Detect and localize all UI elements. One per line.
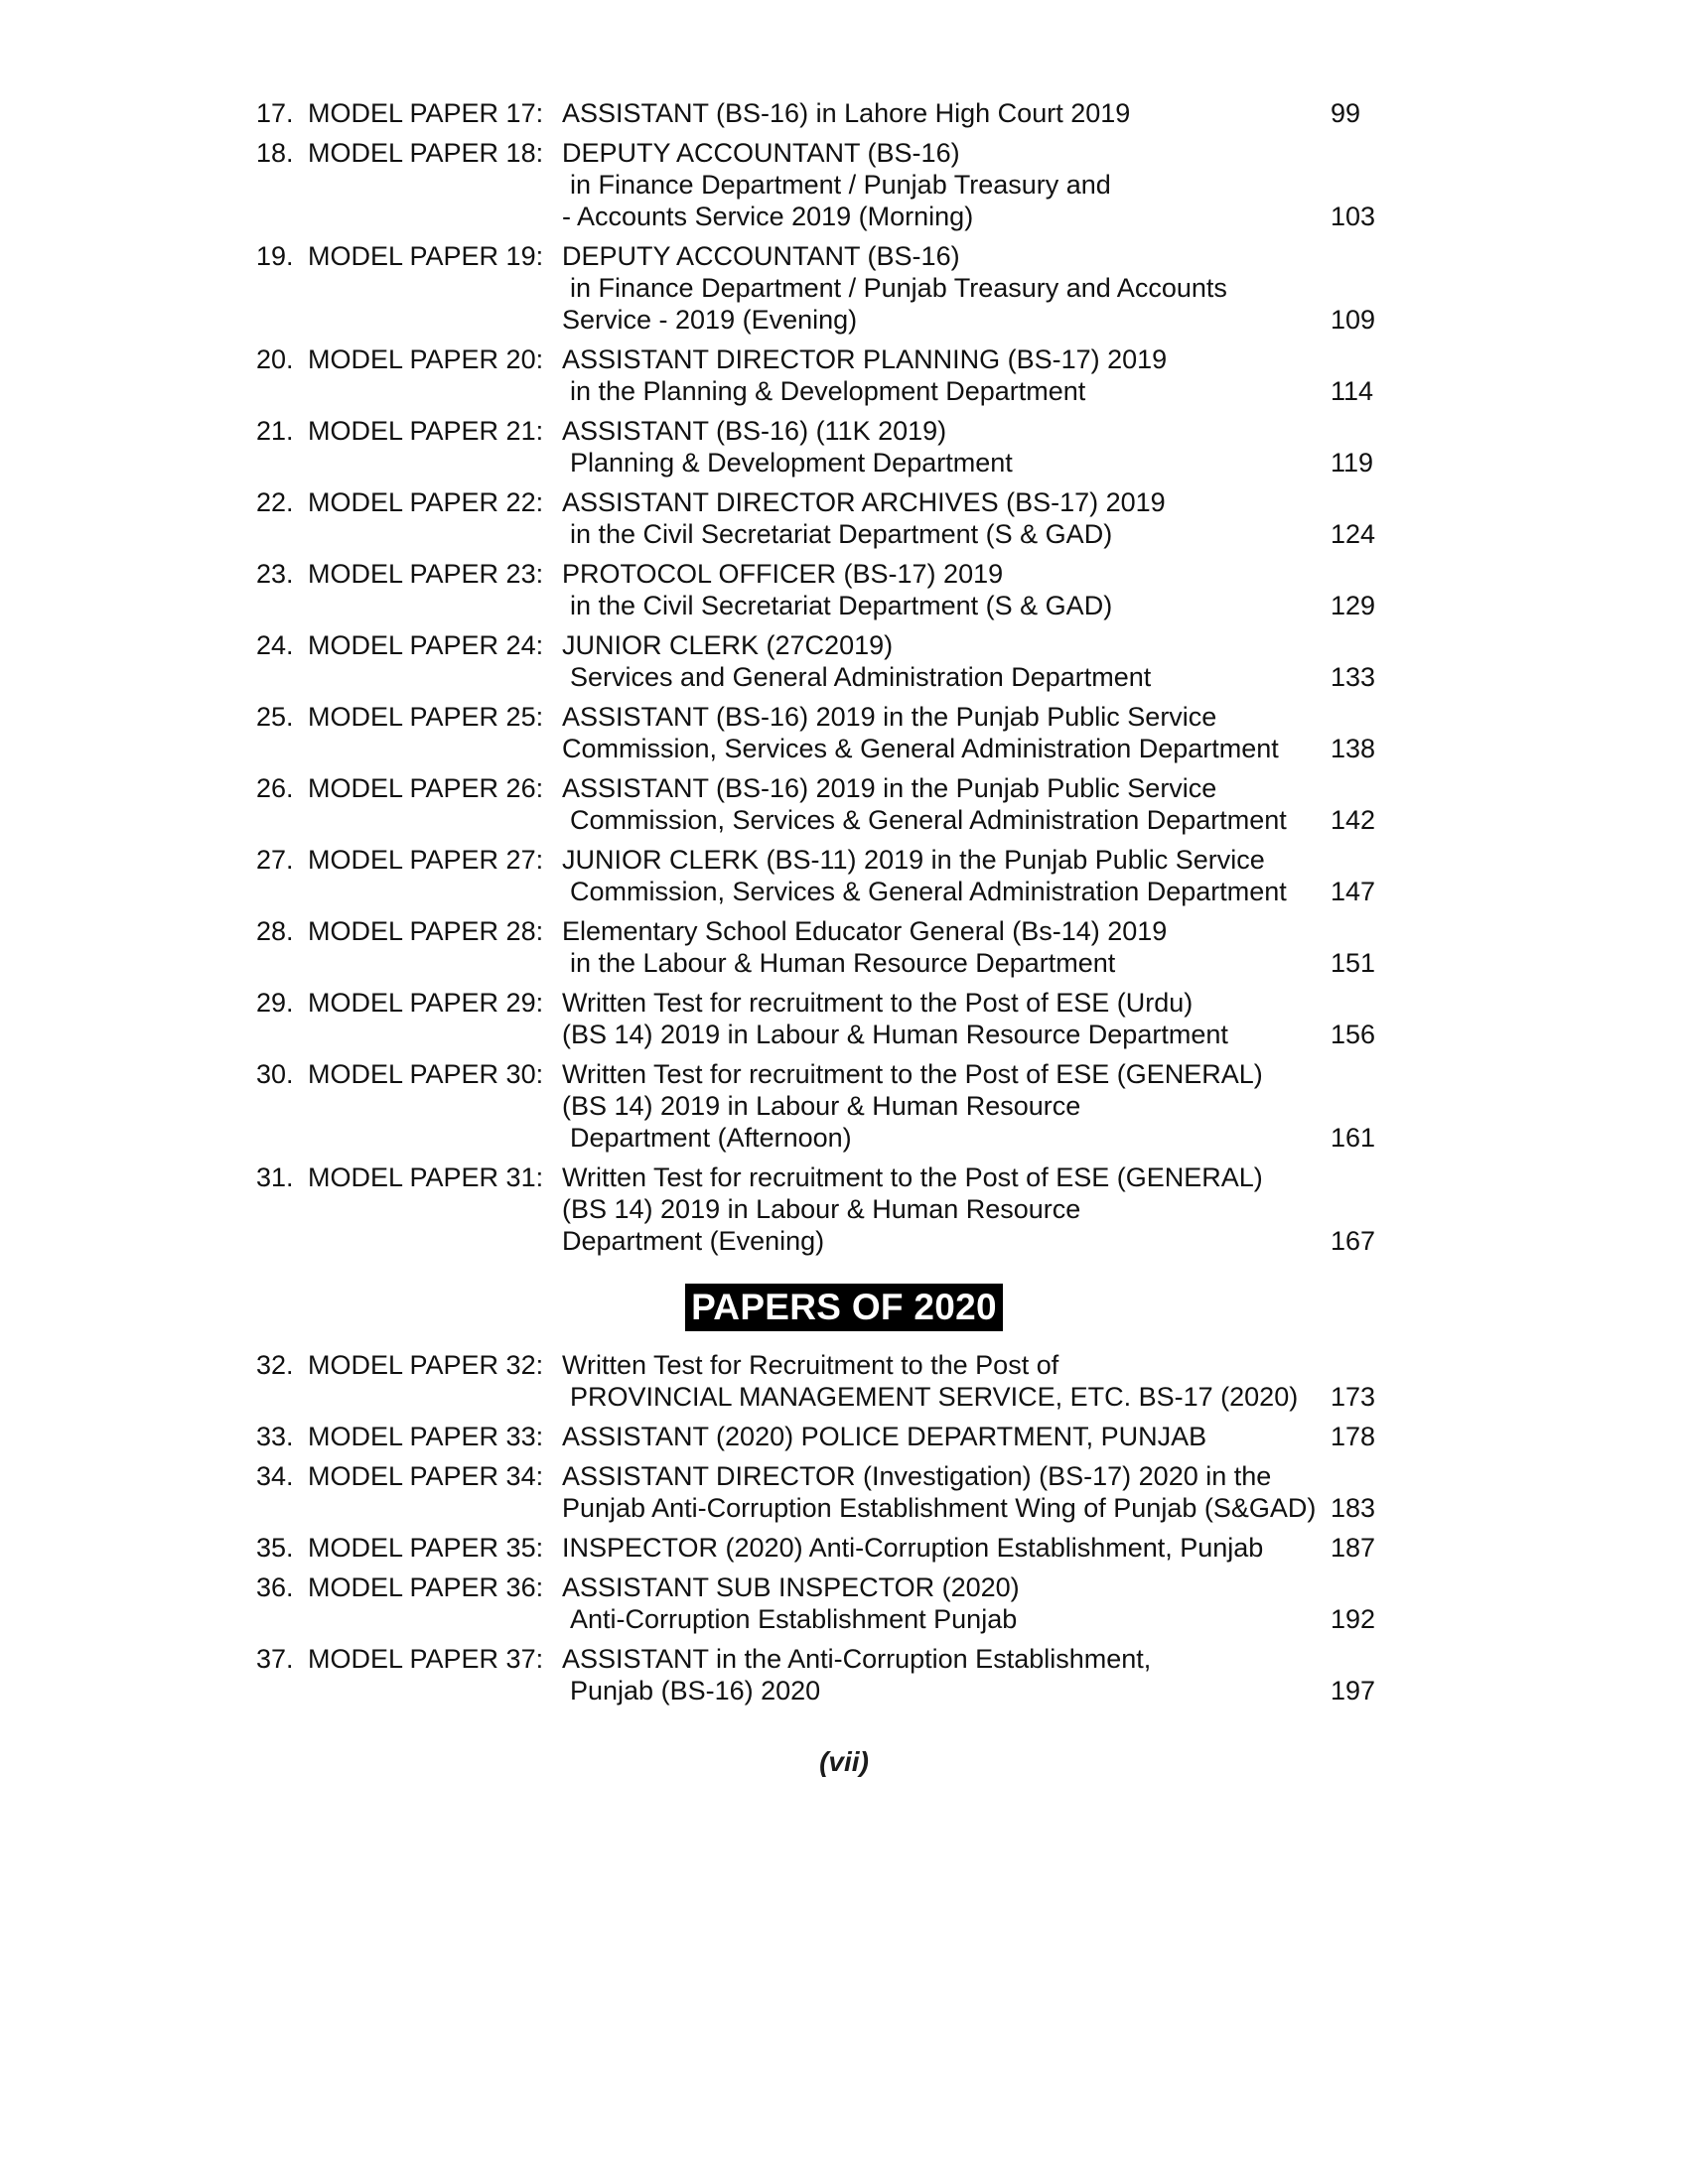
- section-heading: PAPERS OF 2020: [685, 1284, 1003, 1331]
- entry-label: MODEL PAPER 25:: [308, 702, 544, 732]
- entry-page-number: 183: [1331, 1493, 1376, 1523]
- entry-label: MODEL PAPER 29:: [308, 988, 544, 1018]
- entry-description: [562, 1161, 1327, 1257]
- entry-label: MODEL PAPER 27:: [308, 845, 544, 875]
- toc-entry: [256, 1349, 1398, 1413]
- toc-entry: [256, 343, 1398, 407]
- entry-page-number: 197: [1331, 1676, 1376, 1706]
- entry-main: [256, 486, 1327, 550]
- entry-main: [256, 1571, 1327, 1635]
- entry-line: Written Test for recruitment to the Post of ESE (GENERAL): [562, 1162, 1263, 1192]
- entry-label: MODEL PAPER 32:: [308, 1350, 544, 1380]
- entry-line: ASSISTANT (BS-16) 2019 in the Punjab Public Service: [562, 773, 1217, 803]
- entry-number: 22.: [256, 487, 294, 517]
- entry-description: [562, 915, 1327, 979]
- entry-number: 24.: [256, 630, 294, 660]
- entry-line: in the Civil Secretariat Department (S & GAD): [570, 519, 1113, 549]
- toc-entry: [256, 1161, 1398, 1257]
- entry-page-number: 178: [1331, 1422, 1376, 1451]
- entry-number: 26.: [256, 773, 294, 803]
- entry-description: [562, 844, 1327, 907]
- entry-line: ASSISTANT (BS-16) in Lahore High Court 2019: [562, 98, 1131, 128]
- entry-description: [562, 486, 1327, 550]
- entry-line: in the Planning & Development Department: [570, 376, 1086, 406]
- entry-line: Written Test for recruitment to the Post of ESE (GENERAL): [562, 1059, 1263, 1089]
- entry-line: Punjab (BS-16) 2020: [570, 1676, 821, 1706]
- section-heading-wrapper: [0, 1284, 1688, 1331]
- entry-number: 30.: [256, 1059, 294, 1089]
- toc-entry: [256, 415, 1398, 478]
- entry-line: (BS 14) 2019 in Labour & Human Resource Department: [562, 1020, 1228, 1049]
- entry-label: MODEL PAPER 33:: [308, 1422, 544, 1451]
- entry-number: 27.: [256, 845, 294, 875]
- entry-page-number: 129: [1331, 591, 1376, 620]
- entry-label: MODEL PAPER 22:: [308, 487, 544, 517]
- entry-page-number: 119: [1331, 448, 1374, 478]
- entry-main: [256, 1460, 1327, 1524]
- entry-line: (BS 14) 2019 in Labour & Human Resource: [562, 1194, 1081, 1224]
- toc-entry: [256, 486, 1398, 550]
- entry-line: in Finance Department / Punjab Treasury and Accounts: [570, 273, 1227, 303]
- entry-line: ASSISTANT DIRECTOR PLANNING (BS-17) 2019: [562, 344, 1168, 374]
- entry-line: Commission, Services & General Administration Department: [570, 805, 1287, 835]
- entry-description: [562, 1643, 1327, 1706]
- toc-entry: [256, 1058, 1398, 1154]
- entry-label: MODEL PAPER 35:: [308, 1533, 544, 1563]
- entry-page-number: 142: [1331, 805, 1376, 835]
- entry-line: Commission, Services & General Administration Department: [562, 734, 1279, 763]
- entry-label: MODEL PAPER 37:: [308, 1644, 544, 1674]
- entry-page-number: 151: [1331, 948, 1376, 978]
- entry-description: [562, 1058, 1327, 1154]
- entry-line: Planning & Development Department: [570, 448, 1013, 478]
- toc-entry: [256, 1460, 1398, 1524]
- entry-number: 28.: [256, 916, 294, 946]
- entry-label: MODEL PAPER 23:: [308, 559, 544, 589]
- entry-number: 25.: [256, 702, 294, 732]
- toc-section-2020: [256, 1349, 1398, 1714]
- entry-description: [562, 343, 1327, 407]
- entry-main: [256, 137, 1327, 232]
- entry-line: PROVINCIAL MANAGEMENT SERVICE, ETC. BS-17 (2020): [570, 1382, 1299, 1412]
- entry-main: [256, 772, 1327, 836]
- entry-number: 37.: [256, 1644, 294, 1674]
- entry-label: MODEL PAPER 26:: [308, 773, 544, 803]
- page-footer-number: (vii): [819, 1746, 869, 1777]
- entry-page-number: 192: [1331, 1604, 1376, 1634]
- entry-line: PROTOCOL OFFICER (BS-17) 2019: [562, 559, 1004, 589]
- entry-page-number: 138: [1331, 734, 1376, 763]
- entry-line: ASSISTANT in the Anti-Corruption Establishment,: [562, 1644, 1152, 1674]
- entry-description: [562, 240, 1327, 336]
- toc-entry: [256, 558, 1398, 621]
- toc-entry: [256, 1571, 1398, 1635]
- entry-line: in the Civil Secretariat Department (S & GAD): [570, 591, 1113, 620]
- entry-label: MODEL PAPER 36:: [308, 1572, 544, 1602]
- entry-description: [562, 1349, 1327, 1413]
- entry-main: [256, 1643, 1327, 1706]
- entry-main: [256, 844, 1327, 907]
- entry-description: [562, 701, 1327, 764]
- toc-entry: [256, 915, 1398, 979]
- entry-page-number: 124: [1331, 519, 1376, 549]
- entry-page-number: 161: [1331, 1123, 1376, 1153]
- toc-entry: [256, 240, 1398, 336]
- toc-entry: [256, 1643, 1398, 1706]
- entry-line: - Accounts Service 2019 (Morning): [562, 202, 974, 231]
- entry-line: ASSISTANT (BS-16) 2019 in the Punjab Public Service: [562, 702, 1217, 732]
- toc-entry: [256, 701, 1398, 764]
- entry-page-number: 109: [1331, 305, 1376, 335]
- entry-line: ASSISTANT DIRECTOR ARCHIVES (BS-17) 2019: [562, 487, 1166, 517]
- toc-entry: [256, 97, 1398, 129]
- toc-section-2019: [256, 97, 1398, 1265]
- entry-line: JUNIOR CLERK (BS-11) 2019 in the Punjab Public Service: [562, 845, 1265, 875]
- entry-line: Service - 2019 (Evening): [562, 305, 858, 335]
- entry-number: 35.: [256, 1533, 294, 1563]
- entry-main: [256, 240, 1327, 336]
- entry-number: 18.: [256, 138, 294, 168]
- entry-line: ASSISTANT SUB INSPECTOR (2020): [562, 1572, 1020, 1602]
- entry-number: 34.: [256, 1461, 294, 1491]
- entry-number: 17.: [256, 98, 294, 128]
- toc-entry: [256, 844, 1398, 907]
- entry-main: [256, 1058, 1327, 1154]
- entry-number: 19.: [256, 241, 294, 271]
- entry-main: [256, 701, 1327, 764]
- entry-main: [256, 558, 1327, 621]
- entry-number: 33.: [256, 1422, 294, 1451]
- entry-label: MODEL PAPER 28:: [308, 916, 544, 946]
- entry-line: Punjab Anti-Corruption Establishment Wing of Punjab (S&GAD): [562, 1493, 1317, 1523]
- entry-description: [562, 415, 1327, 478]
- entry-description: [562, 97, 1327, 129]
- entry-main: [256, 987, 1327, 1050]
- entry-description: [562, 629, 1327, 693]
- entry-page-number: 167: [1331, 1226, 1376, 1256]
- entry-main: [256, 915, 1327, 979]
- entry-line: Elementary School Educator General (Bs-14) 2019: [562, 916, 1168, 946]
- entry-label: MODEL PAPER 17:: [308, 98, 544, 128]
- entry-main: [256, 343, 1327, 407]
- entry-line: ASSISTANT (BS-16) (11K 2019): [562, 416, 947, 446]
- entry-line: Written Test for Recruitment to the Post of: [562, 1350, 1059, 1380]
- entry-line: DEPUTY ACCOUNTANT (BS-16): [562, 138, 960, 168]
- entry-number: 29.: [256, 988, 294, 1018]
- entry-page-number: 147: [1331, 877, 1376, 906]
- entry-description: [562, 1532, 1327, 1564]
- entry-line: Written Test for recruitment to the Post of ESE (Urdu): [562, 988, 1194, 1018]
- entry-line: Anti-Corruption Establishment Punjab: [570, 1604, 1018, 1634]
- toc-entry: [256, 629, 1398, 693]
- entry-description: [562, 558, 1327, 621]
- entry-line: JUNIOR CLERK (27C2019): [562, 630, 894, 660]
- entry-description: [562, 1421, 1327, 1452]
- entry-line: (BS 14) 2019 in Labour & Human Resource: [562, 1091, 1081, 1121]
- entry-line: DEPUTY ACCOUNTANT (BS-16): [562, 241, 960, 271]
- entry-description: [562, 1571, 1327, 1635]
- entry-main: [256, 415, 1327, 478]
- entry-main: [256, 97, 1327, 129]
- toc-entry: [256, 1532, 1398, 1564]
- entry-line: Department (Evening): [562, 1226, 825, 1256]
- entry-description: [562, 137, 1327, 232]
- entry-line: INSPECTOR (2020) Anti-Corruption Establishment, Punjab: [562, 1533, 1264, 1563]
- entry-description: [562, 772, 1327, 836]
- entry-label: MODEL PAPER 21:: [308, 416, 544, 446]
- entry-line: ASSISTANT (2020) POLICE DEPARTMENT, PUNJAB: [562, 1422, 1207, 1451]
- entry-main: [256, 1532, 1327, 1564]
- entry-label: MODEL PAPER 30:: [308, 1059, 544, 1089]
- entry-main: [256, 1161, 1327, 1257]
- entry-page-number: 133: [1331, 662, 1376, 692]
- entry-page-number: 114: [1331, 376, 1374, 406]
- entry-line: in the Labour & Human Resource Department: [570, 948, 1116, 978]
- toc-entry: [256, 137, 1398, 232]
- entry-page-number: 99: [1331, 98, 1361, 128]
- entry-page-number: 173: [1331, 1382, 1376, 1412]
- entry-line: ASSISTANT DIRECTOR (Investigation) (BS-17) 2020 in the: [562, 1461, 1272, 1491]
- entry-line: Services and General Administration Department: [570, 662, 1152, 692]
- entry-label: MODEL PAPER 18:: [308, 138, 544, 168]
- toc-entry: [256, 772, 1398, 836]
- entry-label: MODEL PAPER 19:: [308, 241, 544, 271]
- entry-number: 36.: [256, 1572, 294, 1602]
- entry-label: MODEL PAPER 24:: [308, 630, 544, 660]
- entry-label: MODEL PAPER 34:: [308, 1461, 544, 1491]
- entry-number: 32.: [256, 1350, 294, 1380]
- entry-number: 20.: [256, 344, 294, 374]
- entry-main: [256, 629, 1327, 693]
- entry-line: Department (Afternoon): [570, 1123, 852, 1153]
- entry-page-number: 187: [1331, 1533, 1376, 1563]
- entry-label: MODEL PAPER 20:: [308, 344, 544, 374]
- entry-description: [562, 1460, 1327, 1524]
- entry-number: 21.: [256, 416, 294, 446]
- entry-number: 23.: [256, 559, 294, 589]
- entry-line: in Finance Department / Punjab Treasury and: [570, 170, 1111, 200]
- entry-label: MODEL PAPER 31:: [308, 1162, 544, 1192]
- entry-page-number: 156: [1331, 1020, 1376, 1049]
- toc-entry: [256, 1421, 1398, 1452]
- entry-number: 31.: [256, 1162, 294, 1192]
- entry-description: [562, 987, 1327, 1050]
- entry-main: [256, 1349, 1327, 1413]
- entry-page-number: 103: [1331, 202, 1376, 231]
- entry-line: Commission, Services & General Administration Department: [570, 877, 1287, 906]
- entry-main: [256, 1421, 1327, 1452]
- toc-entry: [256, 987, 1398, 1050]
